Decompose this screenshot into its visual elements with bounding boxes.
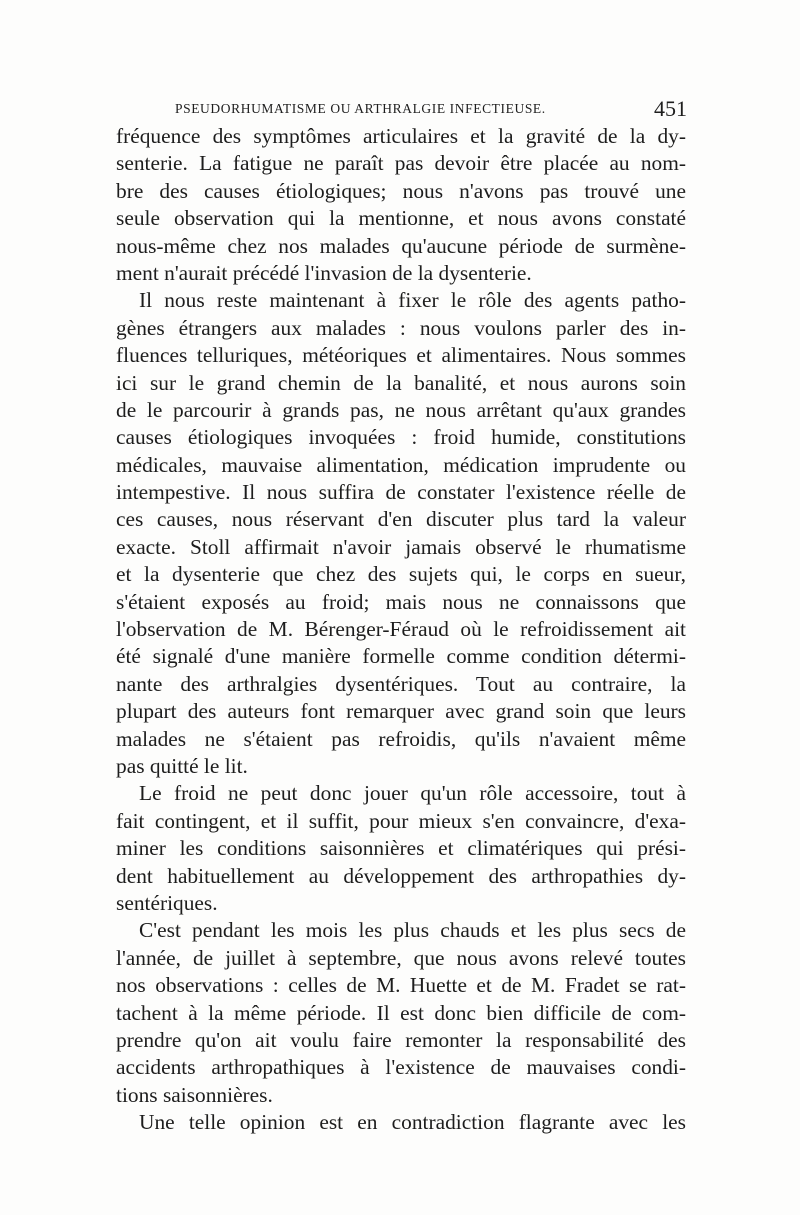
text-line: ces causes, nous réservant d'en discuter plus tard la valeur: [116, 507, 686, 532]
text-line: pas quitté le lit.: [116, 753, 248, 778]
text-line: nous-même chez nos malades qu'aucune période de surmène-: [116, 233, 686, 258]
text-line: fluences telluriques, météoriques et alimentaires. Nous sommes: [116, 343, 686, 368]
text-line: tions saisonnières.: [116, 1082, 273, 1107]
text-line: intempestive. Il nous suffira de constater l'existence réelle de: [116, 480, 686, 505]
text-line: exacte. Stoll affirmait n'avoir jamais observé le rhumatisme: [116, 534, 686, 559]
body-text: [116, 123, 686, 1136]
text-line: C'est pendant les mois les plus chauds et les plus secs de: [139, 918, 686, 943]
text-line: accidents arthropathiques à l'existence de mauvaises condi-: [116, 1055, 686, 1080]
text-line: Il nous reste maintenant à fixer le rôle des agents patho-: [139, 288, 686, 313]
text-line: de le parcourir à grands pas, ne nous arrêtant qu'aux grandes: [116, 397, 686, 422]
text-line: fréquence des symptômes articulaires et la gravité de la dy-: [116, 124, 686, 148]
text-line: ment n'aurait précédé l'invasion de la dysenterie.: [116, 260, 532, 285]
text-line: ici sur le grand chemin de la banalité, et nous aurons soin: [116, 370, 686, 395]
running-title: PSEUDORHUMATISME OU ARTHRALGIE INFECTIEUSE.: [175, 101, 546, 116]
text-line: l'année, de juillet à septembre, que nous avons relevé toutes: [116, 945, 686, 970]
text-line: dent habituellement au développement des arthropathies dy-: [116, 863, 686, 888]
text-line: miner les conditions saisonnières et climatériques qui prési-: [116, 836, 686, 861]
text-line: sentériques.: [116, 890, 218, 915]
text-line: Le froid ne peut donc jouer qu'un rôle accessoire, tout à: [139, 781, 686, 806]
text-line: tachent à la même période. Il est donc bien difficile de com-: [116, 1000, 686, 1025]
text-line: Une telle opinion est en contradiction flagrante avec les: [139, 1110, 686, 1135]
text-line: seule observation qui la mentionne, et nous avons constaté: [116, 206, 686, 231]
text-line: bre des causes étiologiques; nous n'avons pas trouvé une: [116, 178, 686, 203]
text-line: senterie. La fatigue ne paraît pas devoir être placée au nom-: [116, 151, 686, 176]
text-line: l'observation de M. Bérenger-Féraud où le refroidissement ait: [116, 617, 686, 642]
text-line: fait contingent, et il suffit, pour mieux s'en convaincre, d'exa-: [116, 808, 686, 833]
text-line: médicales, mauvaise alimentation, médication imprudente ou: [116, 452, 686, 477]
text-line: prendre qu'on ait voulu faire remonter la responsabilité des: [116, 1027, 686, 1052]
text-line: été signalé d'une manière formelle comme condition détermi-: [116, 644, 686, 669]
text-line: s'étaient exposés au froid; mais nous ne connaissons que: [116, 589, 686, 614]
text-line: gènes étrangers aux malades : nous voulons parler des in-: [116, 315, 686, 340]
text-line: nante des arthralgies dysentériques. Tout au contraire, la: [116, 671, 686, 696]
page-number: 451: [654, 96, 687, 121]
text-line: causes étiologiques invoquées : froid humide, constitutions: [116, 425, 686, 450]
text-line: et la dysenterie que chez des sujets qui, le corps en sueur,: [116, 562, 686, 587]
page-header: [113, 96, 687, 122]
text-line: plupart des auteurs font remarquer avec grand soin que leurs: [116, 699, 686, 724]
text-line: malades ne s'étaient pas refroidis, qu'ils n'avaient même: [116, 726, 686, 751]
text-line: nos observations : celles de M. Huette et de M. Fradet se rat-: [116, 973, 686, 998]
